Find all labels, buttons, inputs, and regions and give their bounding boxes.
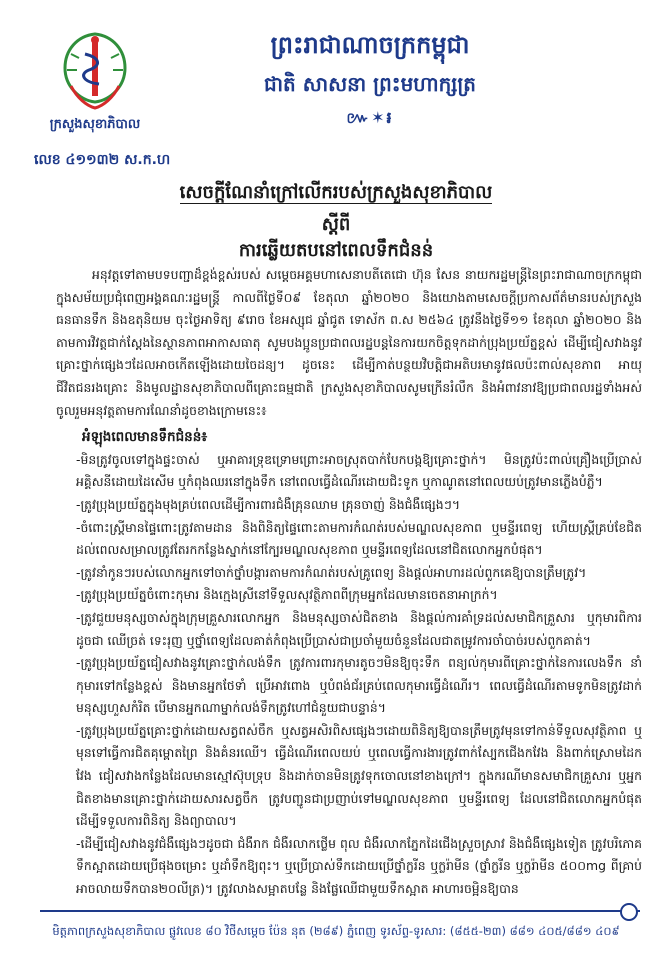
list-item: -ត្រូវនាំកូនៗរបស់លោកអ្នកទៅចាក់ថ្នាំបង្ការតាមការកំណត់របស់គ្រូពេទ្យ និងផ្តល់អាហារដល់ពួកគេឱ្យបានត្រឹមត្រូវ។ [76, 564, 587, 580]
list-item: -ត្រូវជួយមនុស្សចាស់ក្នុងក្រុមគ្រួសារលោកអ្នក និងមនុស្សចាស់ជិតខាង និងផ្តល់ការគាំទ្រដល់សមាជិកគ្រួសារ ឬកុមារពិការ ដូចជា ឈើច្រត់ ទេះរុញ ឬថ្នាំពេទ្យដែលគាត់កំពុងប្រើប្រាស់ជាប្រចាំមួយចំនួនដែលជាតម្រូវការចាំបាច់របស់ពួកគាត់។ [76, 609, 642, 648]
document-title-line1 [0, 180, 672, 207]
list-item: -ត្រូវប្រុងប្រយ័ត្នក្នុងមុងគ្រប់ពេលដើម្បីការពារជំងឺគ្រុនឈាម គ្រុនចាញ់ និងជំងឺផ្សេងៗ។ [76, 496, 461, 512]
ornament-divider: ៚✶៛ [346, 108, 394, 127]
kingdom-name: ព្រះរាជាណាចក្រកម្ពុជា [270, 31, 470, 59]
document-title-line2: ស្តីពី [321, 214, 351, 235]
list-item: -ត្រូវប្រុងប្រយ័ត្នចំពោះកុមារ និងក្មេងស្រីនៅទីទួលសុវត្ថិភាពពីក្រុមអ្នកដែលមានចេតនាអាក្រក់។ [76, 587, 498, 603]
document-subject: ការឆ្លើយតបនៅពេលទឹកជំនន់ [238, 240, 434, 261]
footer-divider [40, 910, 640, 912]
kingdom-heading [220, 30, 520, 131]
list-item: -ចំពោះស្ត្រីមានផ្ទៃពោះត្រូវតាមដាន និងពិនិត្យផ្ទៃពោះតាមការកំណត់របស់មណ្ឌលសុខភាព ឬមន្ទីរពេទ្យ ហើយស្ត្រីគ្រប់ខែជិតដល់ពេលសម្រាលត្រូវតែរកកន្លែងស្នាក់នៅក្បែរមណ្ឌលសុខភាព ឬមន្ទីរពេទ្យដែលនៅជិតលោកអ្នកបំផុត។ [76, 519, 642, 558]
list-item: -ត្រូវប្រុងប្រយ័ត្នជៀសវាងនូវគ្រោះថ្នាក់លង់ទឹក ត្រូវការពារកុមារតូចៗមិនឱ្យចុះទឹក ពន្យល់កុមារពីគ្រោះថ្នាក់នៃការលេងទឹក នាំកុមារទៅកន្លែងខ្ពស់ និងមានអ្នកថែទាំ ប្រើអាវពោង ឬបំពង់ជ័រគ្រប់ពេលកុមារធ្វើដំណើរ។ ពេលធ្វើដំណើរតាមទូកមិនត្រូវដាក់ មនុស្សហួសកំរិត បើមានអ្នកណាម្នាក់លង់ទឹកត្រូវហៅជំនួយជាបន្ទាន់។ [76, 655, 642, 716]
document-body [56, 264, 642, 901]
list-item: -ដើម្បីជៀសវាងនូវជំងឺផ្សេងៗដូចជា ជំងឺរាក ជំងឺរលាកថ្លើម ពុល ជំងឺរលាកភ្នែកដៃជើងស្រួចស្រាវ និងជំងឺផ្សេងទៀត ត្រូវបរិភោគទឹកស្អាតដោយប្រើផុងចម្រោះ ឬដាំទឹកឱ្យពុះ។ ឬប្រើប្រាស់ទឹកដោយប្រើថ្នាំក្លរីន ឬក្លរ៉ាមីន (ថ្នាំក្លរីន ឬក្លរ៉ាមីន ៥០០mg ពីគ្រាប់ អាចលាយទឹកបាន២០លីត្រ)។ ត្រូវលាងសម្អាតបន្លែ និងផ្លែឈើជាមួយទឹកស្អាត អាហារចម្អិនឱ្យបាន [76, 835, 642, 897]
intro-paragraph: អនុវត្តទៅតាមបទបញ្ជាដ៏ខ្ពង់ខ្ពស់របស់ សម្តេចអគ្គមហាសេនាបតីតេជោ ហ៊ុន សែន នាយករដ្ឋមន្ត្រីនៃព្រះរាជាណាចក្រកម្ពុជា ក្នុងសម័យប្រជុំពេញអង្គគណៈរដ្ឋមន្ត្រី កាលពីថ្ងៃទី០៩ ខែតុលា ឆ្នាំ២០២០ និងយោងតាមសេចក្តីប្រកាសព័ត៌មានរបស់ក្រសួងធនធានទឹក និងឧតុនិយម ចុះថ្ងៃអាទិត្យ ៩រោច ខែអស្សុជ ឆ្នាំជូត ទោស័ក ព.ស ២៥៦៤ ត្រូវនឹងថ្ងៃទី១១ ខែតុលា ឆ្នាំ២០២០ និងតាមការវិវត្តជាក់ស្តែងនៃស្ថានភាពអាកាសធាតុ សូមបងប្អូនប្រជាពលរដ្ឋបន្តនៃការយកចិត្តទុកដាក់ប្រុងប្រយ័ត្នខ្ពស់ ដើម្បីជៀសវាងនូវគ្រោះថ្នាក់ផ្សេងៗដែលអាចកើតឡើងដោយចៃដន្យ។ ដូចនេះ ដើម្បីកាត់បន្ថយវិបត្តិជាអតិបរមានូវផលប៉ះពាល់សុខភាព អាយុជីវិតជនរងគ្រោះ និងមូលដ្ឋានសុខាភិបាលពីគ្រោះធម្មជាតិ ក្រសួងសុខាភិបាលសូមក្រើនរំលឹក និងអំពាវនាវឱ្យប្រជាពលរដ្ឋទាំងអស់ ចូលរួមអនុវត្តតាមការណែនាំដូចខាងក្រោមនេះ៖ [56, 267, 642, 418]
list-item: -មិនត្រូវចូលទៅក្នុងផ្ទះចាស់ ឬអាគារទ្រុឌទ្រោមព្រោះអាចស្រុតបាក់បែកបង្កឱ្យគ្រោះថ្នាក់។ មិនត្រូវប៉ះពាល់គ្រឿងប្រើប្រាស់អគ្គិសនីដោយដៃសើម ឬកំពុងឈរនៅក្នុងទឹក នៅពេលធ្វើដំណើរដោយជិះទូក ឬកាណូតនៅពេលយប់ត្រូវមានភ្លើងបំភ្លឺ។ [76, 451, 642, 490]
footer-address: មិត្តភាពក្រសួងសុខាភិបាល ផ្លូវលេខ ៨០ វិថីសម្តេច ប៉ែន នុត (២៨៩) ភ្នំពេញ ទូរស័ព្ទ-ទូរសារ: (៨៥៥-២៣) ៨៨១ ៤០៥/៨៨១ ៤០៩ [52, 924, 620, 938]
ministry-name: ក្រសួងសុខាភិបាល [49, 117, 141, 132]
reference-number: លេខ ៤១១៣២ ស.ក.ហ [34, 152, 171, 168]
ministry-emblem-icon [55, 28, 135, 114]
ministry-logo [40, 28, 150, 135]
list-item: -ត្រូវប្រុងប្រយ័ត្នគ្រោះថ្នាក់ដោយសត្វពស់ចឹក ឬសត្វអសិរពិសផ្សេងៗដោយពិនិត្យឱ្យបានត្រឹមត្រូវមុនទៅកាន់ទីទួលសុវត្ថិភាព ឬមុនទៅធ្វើការជិតគុម្ពោតព្រៃ និងគំនរឈើ។ ធ្វើដំណើរពេលយប់ ឬពេលធ្វើការងារត្រូវពាក់ស្បែកជើងកវែង និងពាក់ស្រោមដៃកវែង ជៀសវាងកន្លែងដែលមានស្មៅស៊ុបទ្រុប និងដាក់ចានមិនត្រូវទុកចោលនៅខាងក្រៅ។ ក្នុងករណីមានសមាជិកគ្រួសារ ឬអ្នកជិតខាងមានគ្រោះថ្នាក់ដោយសារសត្វចឹក ត្រូវបញ្ជូនជាប្រញាប់ទៅមណ្ឌលសុខភាព ឬមន្ទីរពេទ្យ ដែលនៅជិតលោកអ្នកបំផុត ដើម្បីទទួលការពិនិត្យ និងព្យាបាល។ [76, 722, 642, 829]
footer-ornament-icon [620, 903, 638, 921]
document-title: សេចក្តីណែនាំក្រៅលើករបស់ក្រសួងសុខាភិបាល [179, 182, 493, 203]
section-heading: អំឡុងពេលមានទឹកជំនន់៖ [82, 429, 208, 446]
national-motto: ជាតិ សាសនា ព្រះមហាក្សត្រ [264, 72, 476, 96]
